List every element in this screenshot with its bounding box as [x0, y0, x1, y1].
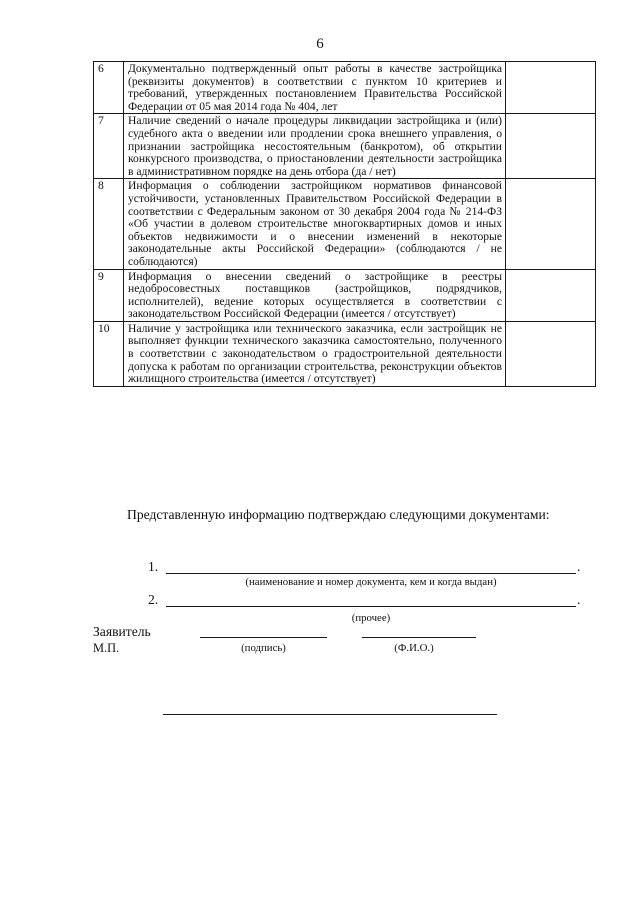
criterion-text: Документально подтвержденный опыт работы в качестве застройщика (реквизиты документов) в соответствии с пунктом 10 критериев и требований, утвержденных постановлением Правительства Российской Федерации от 05 мая 2014 года № 404, лет	[124, 62, 506, 114]
criterion-text: Наличие сведений о начале процедуры ликвидации застройщика и (или) судебного акта о введении или продлении срока внешнего управления, о признании застройщика несостоятельным (банкротом), об открытии конкурсного производства, о приостановлении деятельности застройщика в административном порядке на день отбора (да / нет)	[124, 114, 506, 179]
stamp-label: М.П.	[93, 641, 120, 655]
row-number: 7	[94, 114, 124, 179]
applicant-label: Заявитель	[93, 624, 151, 639]
document-2-caption: (прочее)	[351, 612, 391, 624]
row-number: 9	[94, 269, 124, 321]
table-row	[94, 114, 596, 179]
document-2-blank-line[interactable]	[166, 594, 576, 607]
document-item-1-end: .	[577, 559, 581, 574]
criterion-text: Наличие у застройщика или технического заказчика, если застройщик не выполняет функции технического заказчика самостоятельно, полученного в соответствии с законодательством о градостроительной деятельности допуска к работам по организации строительства, реконструкции объектов жилищного строительства (имеется / отсутствует)	[124, 321, 506, 386]
signature-caption: (подпись)	[241, 642, 286, 654]
signature-blank-line[interactable]	[200, 627, 327, 638]
full-name-blank-line[interactable]	[362, 627, 476, 638]
document-item-2-end: .	[577, 592, 581, 607]
criterion-answer-cell[interactable]	[506, 179, 596, 269]
criterion-answer-cell[interactable]	[506, 114, 596, 179]
criterion-answer-cell[interactable]	[506, 269, 596, 321]
document-1-blank-line[interactable]	[166, 561, 576, 574]
bottom-blank-line	[163, 713, 497, 715]
document-1-caption: (наименование и номер документа, кем и когда выдан)	[245, 576, 497, 588]
confirmation-text: Представленную информацию подтверждаю следующими документами:	[127, 507, 550, 522]
table-row	[94, 62, 596, 114]
page-number: 6	[316, 36, 324, 52]
row-number: 6	[94, 62, 124, 114]
table-row	[94, 179, 596, 269]
criterion-answer-cell[interactable]	[506, 62, 596, 114]
document-item-1-number: 1.	[148, 559, 159, 574]
row-number: 10	[94, 321, 124, 386]
table-row	[94, 321, 596, 386]
criterion-text: Информация о соблюдении застройщиком нормативов финансовой устойчивости, установленных Правительством Российской Федерации в соответствии с Федеральным законом от 30 декабря 2004 года № 214-ФЗ «Об участии в долевом строительстве многоквартирных домов и иных объектов недвижимости и о внесении изменений в некоторые законодательные акты Российской Федерации» (соблюдаются / не соблюдаются)	[124, 179, 506, 269]
document-item-2-number: 2.	[148, 592, 159, 607]
confirmation-paragraph	[93, 506, 595, 523]
criterion-answer-cell[interactable]	[506, 321, 596, 386]
criteria-table-body	[94, 62, 596, 387]
table-row	[94, 269, 596, 321]
row-number: 8	[94, 179, 124, 269]
criteria-table	[93, 61, 596, 387]
criterion-text: Информация о внесении сведений о застройщике в реестры недобросовестных поставщиков (застройщиков, подрядчиков, исполнителей), ведение которых осуществляется в соответствии с законодательством Российской Федерации (имеется / отсутствует)	[124, 269, 506, 321]
full-name-caption: (Ф.И.О.)	[394, 642, 434, 654]
